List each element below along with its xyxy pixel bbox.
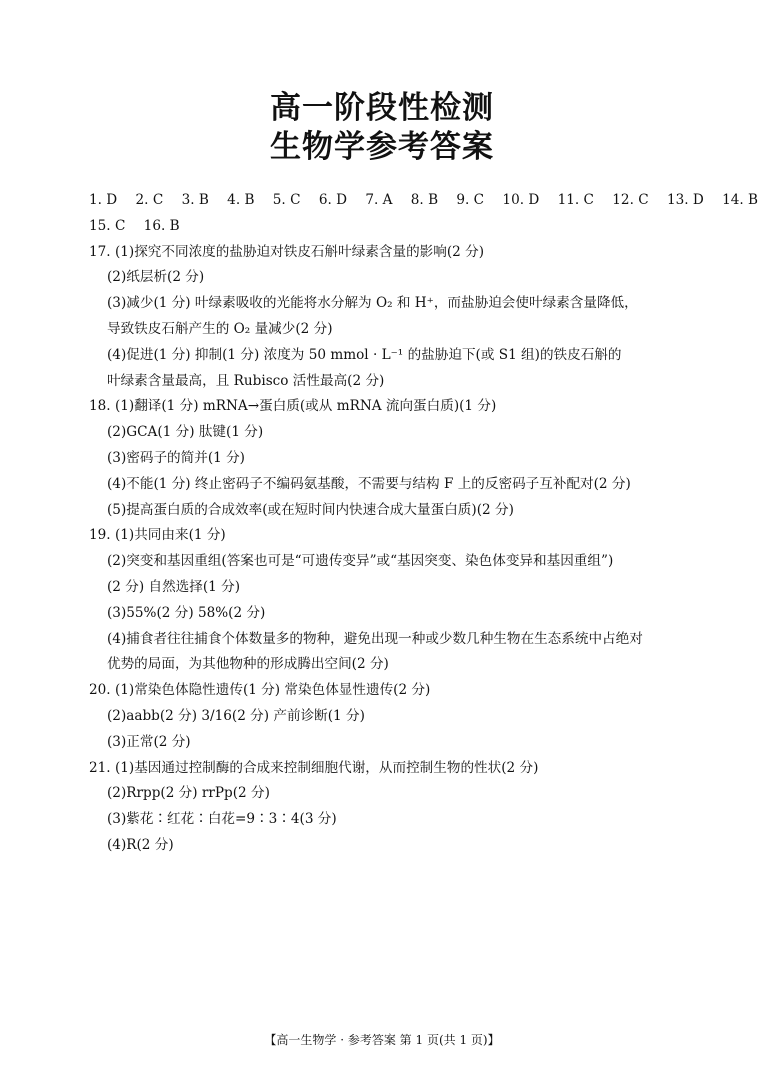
choice-answer: 11. C bbox=[557, 192, 594, 208]
q17-line: 叶绿素含量最高，且 Rubisco 活性最高(2 分) bbox=[107, 372, 385, 389]
choice-answer: 13. D bbox=[666, 192, 704, 208]
q17-line: 17. (1)探究不同浓度的盐胁迫对铁皮石斛叶绿素含量的影响(2 分) bbox=[89, 243, 485, 260]
q18-line: (5)提高蛋白质的合成效率(或在短时间内快速合成大量蛋白质)(2 分) bbox=[107, 501, 514, 518]
page-footer: 【高一生物学 · 参考答案 第 1 页(共 1 页)】 bbox=[264, 1033, 500, 1047]
choice-answer: 10. D bbox=[502, 192, 540, 208]
choice-answers-line-1 bbox=[89, 188, 759, 214]
page-subtitle: 生物学参考答案 bbox=[270, 129, 494, 165]
choice-answer: 8. B bbox=[410, 192, 439, 208]
q18-line: (4)不能(1 分) 终止密码子不编码氨基酸，不需要与结构 F 上的反密码子互补配对(2 分) bbox=[107, 475, 631, 492]
choice-answer: 15. C bbox=[89, 217, 126, 234]
q20-line: (3)正常(2 分) bbox=[107, 733, 191, 750]
choice-answer: 7. A bbox=[365, 192, 393, 208]
choice-answer: 12. C bbox=[612, 192, 649, 208]
q19-line: 19. (1)共同由来(1 分) bbox=[89, 527, 226, 544]
answer-content bbox=[89, 188, 759, 859]
choice-answer: 16. B bbox=[143, 217, 180, 234]
q19-line: (2)突变和基因重组(答案也可是“可遗传变异”或“基因突变、染色体变异和基因重组”) bbox=[107, 553, 614, 570]
page-title: 高一阶段性检测 bbox=[270, 90, 494, 126]
choice-answer: 6. D bbox=[318, 192, 348, 208]
q19-line: (4)捕食者往往捕食个体数量多的物种，避免出现一种或少数几种生物在生态系统中占绝对 bbox=[107, 630, 643, 647]
q20-line: (2)aabb(2 分) 3/16(2 分) 产前诊断(1 分) bbox=[107, 707, 365, 724]
question-21 bbox=[89, 756, 699, 859]
q19-line: (3)55%(2 分) 58%(2 分) bbox=[107, 604, 266, 621]
q18-line: (3)密码子的简并(1 分) bbox=[107, 449, 245, 466]
q21-line: (2)Rrpp(2 分) rrPp(2 分) bbox=[107, 785, 270, 802]
question-19 bbox=[89, 523, 699, 678]
q21-line: (3)紫花∶红花∶白花=9∶3∶4(3 分) bbox=[107, 811, 337, 828]
q18-line: (2)GCA(1 分) 肽键(1 分) bbox=[107, 424, 264, 441]
choice-answer: 3. B bbox=[181, 192, 209, 208]
choice-answers bbox=[89, 188, 759, 240]
choice-answer: 1. D bbox=[89, 192, 118, 208]
q19-line: (2 分) 自然选择(1 分) bbox=[107, 578, 241, 595]
question-18 bbox=[89, 394, 699, 523]
q17-line: (2)纸层析(2 分) bbox=[107, 269, 205, 286]
question-20 bbox=[89, 678, 699, 755]
q21-line: 21. (1)基因通过控制酶的合成来控制细胞代谢，从而控制生物的性状(2 分) bbox=[89, 759, 539, 776]
q17-line: (3)减少(1 分) 叶绿素吸收的光能将水分解为 O₂ 和 H⁺，而盐胁迫会使叶绿素含量降低， bbox=[107, 295, 638, 312]
choice-answer: 4. B bbox=[227, 192, 255, 208]
q18-line: 18. (1)翻译(1 分) mRNA→蛋白质(或从 mRNA 流向蛋白质)(1 分) bbox=[89, 398, 497, 415]
choice-answers-line-2 bbox=[89, 214, 699, 240]
q21-line: (4)R(2 分) bbox=[107, 836, 174, 853]
choice-answer: 2. C bbox=[135, 192, 164, 208]
choice-answer: 5. C bbox=[272, 192, 301, 208]
choice-answer: 14. B bbox=[722, 192, 759, 208]
choice-answer: 9. C bbox=[456, 192, 485, 208]
q17-line: 导致铁皮石斛产生的 O₂ 量减少(2 分) bbox=[107, 320, 333, 337]
question-17 bbox=[89, 240, 699, 395]
q20-line: 20. (1)常染色体隐性遗传(1 分) 常染色体显性遗传(2 分) bbox=[89, 682, 431, 699]
q17-line: (4)促进(1 分) 抑制(1 分) 浓度为 50 mmol · L⁻¹ 的盐胁迫下(或 S1 组)的铁皮石斛的 bbox=[107, 346, 622, 363]
q19-line: 优势的局面，为其他物种的形成腾出空间(2 分) bbox=[107, 656, 389, 673]
